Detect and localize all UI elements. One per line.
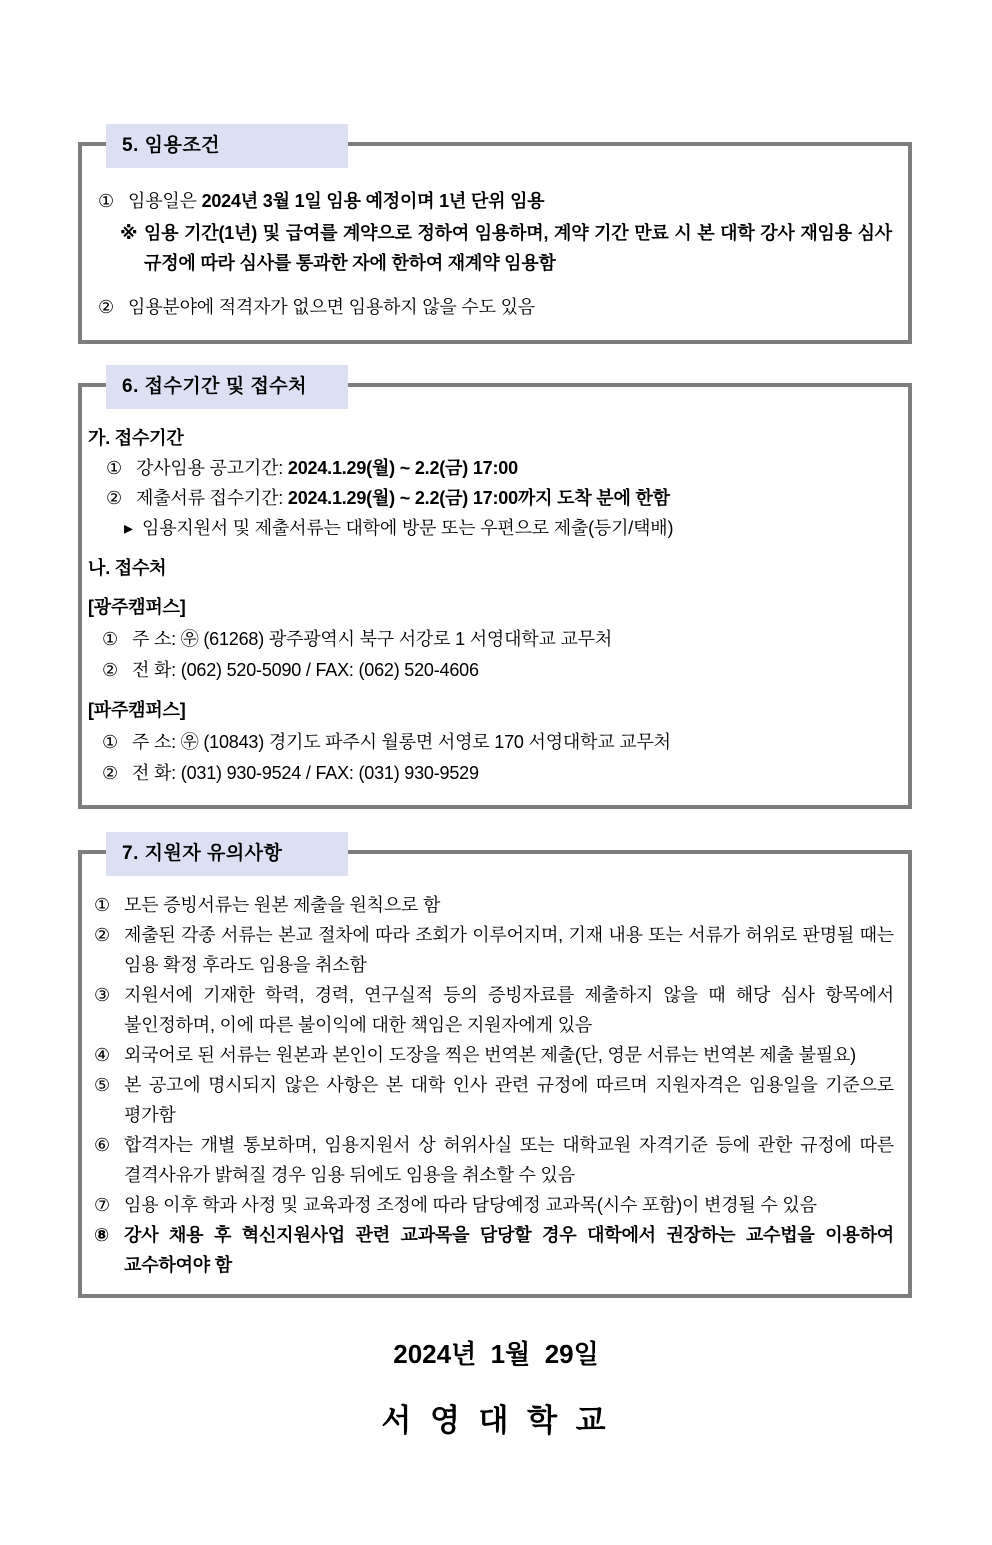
item-text-normal: 제출서류 접수기간: <box>136 488 288 508</box>
list-item <box>94 1130 894 1190</box>
item-marker: ② <box>98 297 114 317</box>
section-employment-conditions <box>78 135 912 344</box>
phone-line <box>102 758 892 789</box>
sub-note <box>124 513 892 543</box>
item-text-bold: 2024.1.29(월) ~ 2.2(금) 17:00까지 도착 분에 한함 <box>287 488 670 508</box>
section6-title: 6. 접수기간 및 접수처 <box>106 365 348 409</box>
list-item <box>94 920 894 980</box>
section7-body <box>82 854 908 1294</box>
reference-mark: ※ <box>120 223 138 243</box>
phone-text: 전 화: (031) 930-9524 / FAX: (031) 930-9529 <box>132 763 479 783</box>
item-marker: ① <box>98 191 114 211</box>
address-line <box>102 727 892 758</box>
section6-body <box>82 387 908 805</box>
item-text: 본 공고에 명시되지 않은 사항은 본 대학 인사 관련 규정에 따르며 지원자격은 임용일을 기준으로 평가함 <box>124 1075 894 1125</box>
item-text <box>136 453 892 483</box>
subheading-office: 나. 접수처 <box>88 558 167 578</box>
item-text-normal: 강사임용 공고기간: <box>136 458 288 478</box>
list-item <box>94 980 894 1040</box>
campus-label-paju: [파주캠퍼스] <box>88 700 186 720</box>
item-text <box>128 186 892 216</box>
item-marker: ① <box>106 458 122 478</box>
item-marker: ⑥ <box>94 1135 110 1155</box>
campus-label-gwangju: [광주캠퍼스] <box>88 597 186 617</box>
item-marker: ⑦ <box>94 1195 110 1215</box>
note-line <box>120 218 892 278</box>
item-text-normal: 임용일은 <box>128 191 202 211</box>
list-item <box>98 292 892 322</box>
note-text: 임용 기간(1년) 및 급여를 계약으로 정하여 임용하며, 계약 기간 만료 시 본 대학 강사 재임용 심사 규정에 따라 심사를 통과한 자에 한하여 재계약 임용함 <box>144 223 892 273</box>
address-line <box>102 624 892 655</box>
item-text-bold: 2024.1.29(월) ~ 2.2(금) 17:00 <box>287 458 518 478</box>
item-text: 제출된 각종 서류는 본교 절차에 따라 조회가 이루어지며, 기재 내용 또는 서류가 허위로 판명될 때는 임용 확정 후라도 임용을 취소함 <box>124 925 894 975</box>
item-marker: ⑤ <box>94 1075 110 1095</box>
item-text: 모든 증빙서류는 원본 제출을 원칙으로 함 <box>124 895 441 915</box>
list-item <box>98 186 892 216</box>
section-application-period <box>78 376 912 809</box>
campus-info <box>102 727 892 789</box>
item-marker: ① <box>94 895 110 915</box>
list-item <box>94 1220 894 1280</box>
section-applicant-notes <box>78 843 912 1298</box>
list-item <box>94 1040 894 1070</box>
campus-info <box>102 624 892 686</box>
item-text: 임용분야에 적격자가 없으면 임용하지 않을 수도 있음 <box>128 297 535 317</box>
list-item <box>94 890 894 920</box>
item-text: 강사 채용 후 혁신지원사업 관련 교과목을 담당할 경우 대학에서 권장하는 교수법을 이용하여 교수하여야 함 <box>124 1225 894 1275</box>
item-marker: ① <box>102 629 118 649</box>
item-marker: ② <box>102 763 118 783</box>
section5-body <box>82 146 908 340</box>
item-marker: ② <box>94 925 110 945</box>
list-item <box>94 1070 894 1130</box>
item-marker: ① <box>102 732 118 752</box>
item-marker: ② <box>106 488 122 508</box>
item-text-bold: 2024년 3월 1일 임용 예정이며 1년 단위 임용 <box>201 191 545 211</box>
university-name: 서 영 대 학 교 <box>381 1403 611 1438</box>
address-text: 주 소: ㉾ (10843) 경기도 파주시 월롱면 서영로 170 서영대학교 교무처 <box>132 732 671 752</box>
list-item <box>94 1190 894 1220</box>
list-item <box>106 453 892 483</box>
list-item <box>106 483 892 513</box>
triangle-bullet-icon: ▸ <box>124 518 133 538</box>
subheading-period: 가. 접수기간 <box>88 428 184 448</box>
announcement-date: 2024년 1월 29일 <box>393 1339 599 1369</box>
item-text: 합격자는 개별 통보하며, 임용지원서 상 허위사실 또는 대학교원 자격기준 등에 관한 규정에 따른 결격사유가 밝혀질 경우 임용 뒤에도 임용을 취소할 수 있음 <box>124 1135 894 1185</box>
item-marker: ④ <box>94 1045 110 1065</box>
item-marker: ② <box>102 660 118 680</box>
item-text <box>136 483 892 513</box>
item-text: 외국어로 된 서류는 원본과 본인이 도장을 찍은 번역본 제출(단, 영문 서류는 번역본 제출 불필요) <box>124 1045 856 1065</box>
note-text: 임용지원서 및 제출서류는 대학에 방문 또는 우편으로 제출(등기/택배) <box>142 518 674 538</box>
section7-title: 7. 지원자 유의사항 <box>106 832 348 876</box>
item-text: 임용 이후 학과 사정 및 교육과정 조정에 따라 담당예정 교과목(시수 포함)이 변경될 수 있음 <box>124 1195 817 1215</box>
item-text: 지원서에 기재한 학력, 경력, 연구실적 등의 증빙자료를 제출하지 않을 때 해당 심사 항목에서 불인정하며, 이에 따른 불이익에 대한 책임은 지원자에게 있음 <box>124 985 894 1035</box>
section5-title: 5. 임용조건 <box>106 124 348 168</box>
item-marker: ⑧ <box>94 1225 110 1245</box>
item-marker: ③ <box>94 985 110 1005</box>
phone-text: 전 화: (062) 520-5090 / FAX: (062) 520-4606 <box>132 660 479 680</box>
document-page <box>0 135 992 1545</box>
phone-line <box>102 655 892 686</box>
address-text: 주 소: ㉾ (61268) 광주광역시 북구 서강로 1 서영대학교 교무처 <box>132 629 613 649</box>
